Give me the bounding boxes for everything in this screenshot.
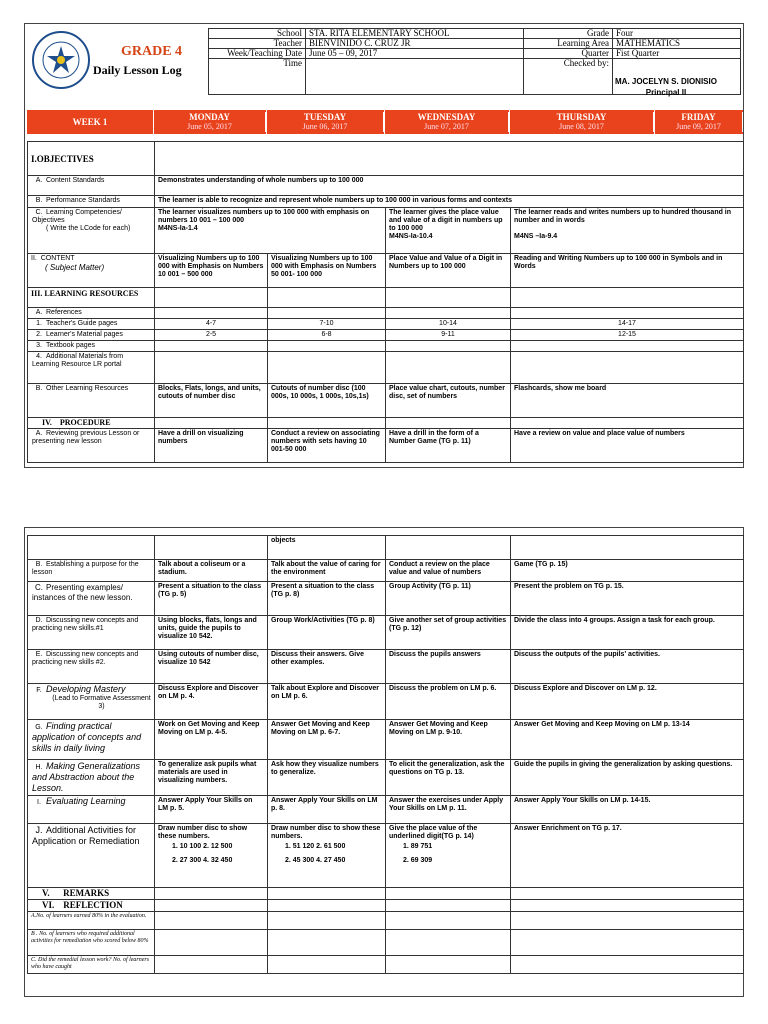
day-monday bbox=[154, 110, 267, 134]
purpose-tuesday: Talk about the value of caring for the environment bbox=[268, 560, 386, 582]
time-value bbox=[306, 59, 524, 95]
lesson-log-page-1 bbox=[24, 23, 744, 468]
lm-thursday: 12-15 bbox=[511, 330, 744, 341]
area-value: MATHEMATICS bbox=[613, 39, 741, 49]
lm-tuesday: 6-8 bbox=[268, 330, 386, 341]
grade-title: GRADE 4 bbox=[121, 44, 183, 59]
discussing-1-label: D. Discussing new concepts and practicing new skills.#1 bbox=[28, 616, 155, 650]
practical-wednesday: Answer Get Moving and Keep Moving on LM p. 9-10. bbox=[386, 720, 511, 760]
review-monday: Have a drill on visualizing numbers bbox=[155, 429, 268, 463]
content-wednesday: Place Value and Value of a Digit in Numbers up to 100 000 bbox=[386, 254, 511, 288]
additional-activities-label: J. Additional Activities for Application or Remediation bbox=[28, 824, 155, 888]
present-wednesday: Group Activity (TG p. 11) bbox=[386, 582, 511, 616]
review-thursday: Have a review on value and place value of numbers bbox=[511, 429, 744, 463]
checked-label: Checked by: bbox=[524, 59, 613, 95]
week-value: June 05 – 09, 2017 bbox=[306, 49, 524, 59]
week-bar bbox=[27, 110, 743, 134]
day-name: FRIDAY bbox=[655, 112, 743, 122]
objectives-cell bbox=[155, 142, 744, 176]
disc1-monday: Using blocks, flats, longs and units, guide the pupils to visualize 10 542. bbox=[155, 616, 268, 650]
reflection-a: A.No. of learners earned 80% in the evaluation. bbox=[28, 912, 155, 930]
tg-tuesday: 7-10 bbox=[268, 319, 386, 330]
add-monday: Draw number disc to show these numbers. 1. 10 100 2. 12 500 2. 27 300 4. 32 450 bbox=[155, 824, 268, 888]
principal-block bbox=[615, 76, 717, 98]
day-name: THURSDAY bbox=[510, 112, 654, 122]
competencies-note: ( Write the LCode for each) bbox=[46, 225, 131, 232]
week-label: WEEK 1 bbox=[27, 110, 154, 134]
performance-standards-label: B. Performance Standards bbox=[28, 196, 155, 208]
generalization-label: H. Making Generalizations and Abstraction about the Lesson. bbox=[28, 760, 155, 796]
content-thursday: Reading and Writing Numbers up to 100 000 in Symbols and in Words bbox=[511, 254, 744, 288]
practical-monday: Work on Get Moving and Keep Moving on LM p. 4-5. bbox=[155, 720, 268, 760]
content-tuesday: Visualizing Numbers up to 100 000 with Emphasis on Numbers 50 001- 100 000 bbox=[268, 254, 386, 288]
grade-value: Four bbox=[613, 29, 741, 39]
lm-wednesday: 9-11 bbox=[386, 330, 511, 341]
additional-materials-label: 4. Additional Materials from Learning Resource LR portal bbox=[28, 352, 155, 384]
other-wednesday: Place value chart, cutouts, number disc, set of numbers bbox=[386, 384, 511, 418]
content-monday: Visualizing Numbers up to 100 000 with Emphasis on Numbers 10 001 – 500 000 bbox=[155, 254, 268, 288]
mastery-tuesday: Talk about Explore and Discover on LM p. 6. bbox=[268, 684, 386, 720]
add-tuesday: Draw number disc to show these numbers. 1. 51 120 2. 61 500 2. 45 300 4. 27 450 bbox=[268, 824, 386, 888]
content-standards-label: A. Content Standards bbox=[28, 176, 155, 196]
mastery-monday: Discuss Explore and Discover on LM p. 4. bbox=[155, 684, 268, 720]
review-tuesday: Conduct a review on associating numbers with sets having 10 001-50 000 bbox=[268, 429, 386, 463]
principal-name: MA. JOCELYN S. DIONISIO bbox=[615, 77, 717, 86]
teachers-guide-label: 1. Teacher's Guide pages bbox=[28, 319, 155, 330]
day-date: June 08, 2017 bbox=[510, 122, 654, 132]
competencies-wednesday: The learner gives the place value and value of a digit in numbers up to 100 000 M4NS-Ia-10.4 bbox=[386, 208, 511, 254]
performance-standards-value: The learner is able to recognize and represent whole numbers up to 100 000 in various forms and contexts bbox=[155, 196, 744, 208]
eval-thursday: Answer Apply Your Skills on LM p. 14-15. bbox=[511, 796, 744, 824]
evaluating-label: I. Evaluating Learning bbox=[28, 796, 155, 824]
review-wednesday: Have a drill in the form of a Number Game (TG p. 11) bbox=[386, 429, 511, 463]
day-friday bbox=[655, 110, 743, 134]
present-monday: Present a situation to the class (TG p. 5) bbox=[155, 582, 268, 616]
disc2-monday: Using cutouts of number disc, visualize 10 542 bbox=[155, 650, 268, 684]
quarter-label: Quarter bbox=[524, 49, 613, 59]
purpose-wednesday: Conduct a review on the place value and value of numbers bbox=[386, 560, 511, 582]
disc2-thursday: Discuss the outputs of the pupils' activities. bbox=[511, 650, 744, 684]
reviewing-label: A. Reviewing previous Lesson or presenting new lesson bbox=[28, 429, 155, 463]
competencies-monday: The learner visualizes numbers up to 100 000 with emphasis on numbers 10 001 – 100 000 M4NS-Ia-1.4 bbox=[155, 208, 386, 254]
general-thursday: Guide the pupils in giving the generalization by asking questions. bbox=[511, 760, 744, 796]
practical-thursday: Answer Get Moving and Keep Moving on LM p. 13-14 bbox=[511, 720, 744, 760]
general-monday: To generalize ask pupils what materials are used in visualizing numbers. bbox=[155, 760, 268, 796]
mastery-thursday: Discuss Explore and Discover on LM p. 12. bbox=[511, 684, 744, 720]
day-tuesday bbox=[267, 110, 385, 134]
reflection-c: C. Did the remedial lesson work? No. of learners who have caught bbox=[28, 956, 155, 974]
other-resources-label: B. Other Learning Resources bbox=[28, 384, 155, 418]
discussing-2-label: E. Discussing new concepts and practicing new skills #2. bbox=[28, 650, 155, 684]
week-label: Week/Teaching Date bbox=[209, 49, 306, 59]
day-date: June 09, 2017 bbox=[655, 122, 743, 132]
presenting-label: C. Presenting examples/ instances of the new lesson. bbox=[28, 582, 155, 616]
general-tuesday: Ask how they visualize numbers to generalize. bbox=[268, 760, 386, 796]
general-wednesday: To elicit the generalization, ask the questions on TG p. 13. bbox=[386, 760, 511, 796]
time-label: Time bbox=[209, 59, 306, 95]
purpose-monday: Talk about a coliseum or a stadium. bbox=[155, 560, 268, 582]
disc1-thursday: Divide the class into 4 groups. Assign a task for each group. bbox=[511, 616, 744, 650]
day-name: WEDNESDAY bbox=[385, 112, 509, 122]
log-title: Daily Lesson Log bbox=[93, 63, 182, 77]
purpose-thursday: Game (TG p. 15) bbox=[511, 560, 744, 582]
quarter-value: Fist Quarter bbox=[613, 49, 741, 59]
eval-wednesday: Answer the exercises under Apply Your Skills on LM p. 11. bbox=[386, 796, 511, 824]
add-wednesday: Give the place value of the underlined digit(TG p. 14) 1. 89 751 2. 69 309 bbox=[386, 824, 511, 888]
procedure-heading: IV. PROCEDURE bbox=[28, 418, 155, 429]
other-thursday: Flashcards, show me board bbox=[511, 384, 744, 418]
mastery-label: F. Developing Mastery (Lead to Formative Assessment 3) bbox=[28, 684, 155, 720]
school-value: STA. RITA ELEMENTARY SCHOOL bbox=[306, 29, 524, 39]
tg-thursday: 14-17 bbox=[511, 319, 744, 330]
reflection-b: B . No. of learners who required additional activities for remediation who scored below 80% bbox=[28, 930, 155, 956]
teacher-value: BIENVINIDO C. CRUZ JR bbox=[306, 39, 524, 49]
objectives-heading: I.OBJECTIVES bbox=[28, 142, 155, 176]
competencies-thursday: The learner reads and writes numbers up to hundred thousand in number and in words M4NS –Ia-9.4 bbox=[511, 208, 744, 254]
references-label: A. References bbox=[28, 308, 155, 319]
deped-seal-icon bbox=[31, 30, 91, 90]
remarks-heading: V. REMARKS bbox=[28, 888, 155, 900]
purpose-label: B. Establishing a purpose for the lesson bbox=[28, 560, 155, 582]
disc2-wednesday: Discuss the pupils answers bbox=[386, 650, 511, 684]
lesson-table-1 bbox=[27, 141, 744, 463]
reflection-heading: VI. REFLECTION bbox=[28, 900, 155, 912]
day-wednesday bbox=[385, 110, 510, 134]
day-name: TUESDAY bbox=[267, 112, 384, 122]
day-name: MONDAY bbox=[154, 112, 266, 122]
school-label: School bbox=[209, 29, 306, 39]
disc1-tuesday: Group Work/Activities (TG p. 8) bbox=[268, 616, 386, 650]
objects-tuesday: objects bbox=[268, 536, 386, 560]
content-standards-value: Demonstrates understanding of whole numbers up to 100 000 bbox=[155, 176, 744, 196]
present-tuesday: Present a situation to the class (TG p. 8) bbox=[268, 582, 386, 616]
present-thursday: Present the problem on TG p. 15. bbox=[511, 582, 744, 616]
competencies-label: C. Learning Competencies/ Objectives ( Write the LCode for each) bbox=[28, 208, 155, 254]
other-tuesday: Cutouts of number disc (100 000s, 10 000s, 1 000s, 10s,1s) bbox=[268, 384, 386, 418]
add-thursday: Answer Enrichment on TG p. 17. bbox=[511, 824, 744, 888]
content-label: II. CONTENT ( Subject Matter) bbox=[28, 254, 155, 288]
area-label: Learning Area bbox=[524, 39, 613, 49]
learners-material-label: 2. Learner's Material pages bbox=[28, 330, 155, 341]
practical-label: G. Finding practical application of concepts and skills in daily living bbox=[28, 720, 155, 760]
day-thursday bbox=[510, 110, 655, 134]
practical-tuesday: Answer Get Moving and Keep Moving on LM p. 6-7. bbox=[268, 720, 386, 760]
tg-wednesday: 10-14 bbox=[386, 319, 511, 330]
resources-heading: III. LEARNING RESOURCES bbox=[28, 288, 155, 308]
other-monday: Blocks, Flats, longs, and units, cutouts of number disc bbox=[155, 384, 268, 418]
day-date: June 07, 2017 bbox=[385, 122, 509, 132]
eval-monday: Answer Apply Your Skills on LM p. 5. bbox=[155, 796, 268, 824]
grade-label: Grade bbox=[524, 29, 613, 39]
day-date: June 06, 2017 bbox=[267, 122, 384, 132]
lm-monday: 2-5 bbox=[155, 330, 268, 341]
day-date: June 05, 2017 bbox=[154, 122, 266, 132]
textbook-label: 3. Textbook pages bbox=[28, 341, 155, 352]
teacher-label: Teacher bbox=[209, 39, 306, 49]
header bbox=[25, 24, 743, 106]
disc2-tuesday: Discuss their answers. Give other examples. bbox=[268, 650, 386, 684]
lesson-log-page-2 bbox=[24, 527, 744, 997]
lesson-table-2 bbox=[27, 535, 744, 974]
eval-tuesday: Answer Apply Your Skills on LM p. 8. bbox=[268, 796, 386, 824]
mastery-wednesday: Discuss the problem on LM p. 6. bbox=[386, 684, 511, 720]
principal-title: Principal II bbox=[645, 88, 687, 97]
disc1-wednesday: Give another set of group activities (TG p. 12) bbox=[386, 616, 511, 650]
tg-monday: 4-7 bbox=[155, 319, 268, 330]
